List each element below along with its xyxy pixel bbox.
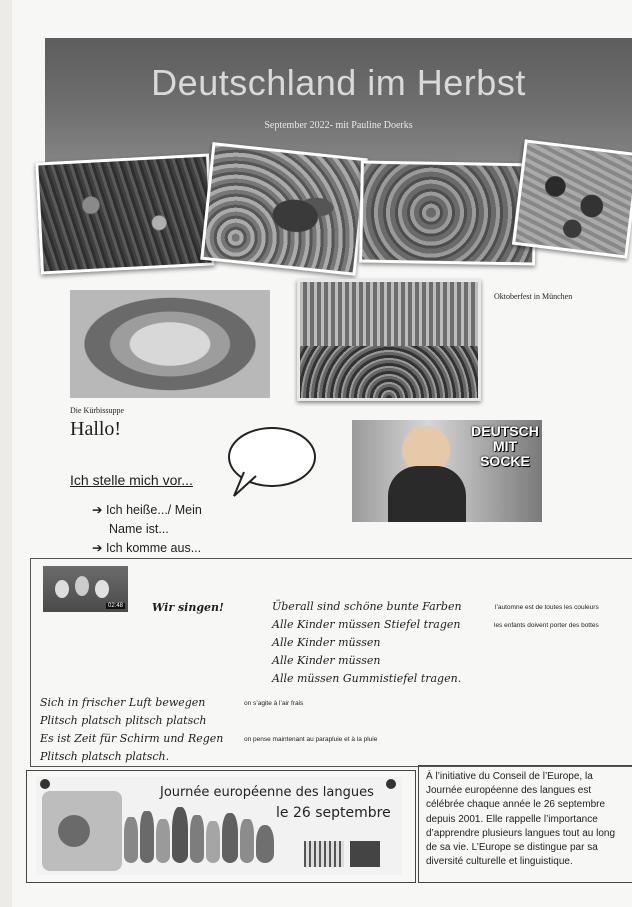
song-note: les enfants doivent porter des bottes [494, 622, 599, 629]
journee-title: Journée européenne des langues [160, 785, 374, 800]
info-line: depuis 2001. Elle rappelle l’importance [426, 813, 598, 825]
song-line: Alle Kinder müssen Stiefel tragen [272, 618, 461, 631]
photo-pumpkin-soup [70, 290, 270, 398]
info-paragraph [426, 770, 632, 869]
globe-icon [386, 779, 396, 789]
journee-date: le 26 septembre [276, 805, 391, 821]
presenter-body [388, 466, 466, 522]
song-line: Alle Kinder müssen [272, 636, 381, 649]
intro-heading: Ich stelle mich vor... [70, 472, 193, 488]
list-item-continued: Name ist... [109, 522, 169, 536]
person-figure [172, 807, 188, 863]
person-figure [124, 817, 138, 863]
person-figure [240, 819, 254, 863]
info-line: À l’initiative du Conseil de l’Europe, la [426, 771, 593, 782]
video-logo-line: DEUTSCH [471, 423, 539, 439]
photo-squirrel [200, 142, 367, 276]
council-of-europe-logo [350, 841, 380, 867]
person-figure [206, 821, 220, 863]
greeting-heading: Hallo! [70, 418, 122, 440]
photo-autumn-leaves [359, 160, 537, 265]
globe-icon [40, 779, 50, 789]
song-verse-lower [40, 696, 223, 768]
info-line: d’apprendre plusieurs langues tout au long [426, 827, 616, 839]
page-subtitle: September 2022- mit Pauline Doerks [264, 120, 413, 131]
song-note: l’automne est de toutes les couleurs [495, 604, 599, 611]
song-line: Alle müssen Gummistiefel tragen. [272, 672, 462, 685]
song-line: Alle Kinder müssen [272, 654, 381, 667]
journee-image [36, 777, 402, 875]
song-line: Plitsch platsch plitsch platsch [40, 714, 207, 727]
info-line: diversité culturelle et linguistique. [426, 856, 573, 868]
list-item: ➔ Ich heiße.../ Mein [92, 503, 202, 517]
intro-list [92, 501, 202, 558]
page-title: Deutschland im Herbst [151, 62, 526, 103]
song-verse [272, 600, 462, 690]
speech-bubble-tail-icon [230, 470, 260, 500]
song-line: Plitsch platsch platsch. [40, 750, 170, 763]
person-figure [256, 825, 274, 863]
song-line: Es ist Zeit für Schirm und Regen [40, 732, 224, 745]
song-note: on pense maintenant au parapluie et à la pluie [244, 736, 378, 743]
video-duration: 02:48 [107, 603, 123, 609]
song-label: Wir singen! [152, 601, 224, 614]
info-line: célébrée chaque année le 26 septembre [426, 799, 606, 811]
bird-figure [95, 580, 109, 598]
bird-figure [75, 576, 89, 596]
video-logo-line: MIT [492, 438, 518, 454]
info-line: Journée européenne des langues est [426, 785, 592, 797]
oktoberfest-caption: Oktoberfest in München [494, 292, 573, 301]
ecml-logo [304, 841, 344, 867]
photo-oktoberfest [297, 279, 481, 401]
photo-chestnuts [512, 139, 632, 258]
arrow-icon: ➔ [92, 541, 106, 555]
person-figure [190, 815, 204, 863]
video-logo-line: SOCKE [480, 453, 530, 469]
song-line: Überall sind schöne bunte Farben [272, 600, 462, 613]
video-thumbnail-deutsch-mit-socke[interactable] [352, 420, 542, 522]
bird-figure [55, 580, 69, 598]
song-video-thumbnail[interactable] [43, 566, 128, 612]
list-item: ➔ Ich komme aus... [92, 541, 202, 555]
song-note: on s’agite à l’air frais [244, 700, 304, 707]
photo-forest [35, 154, 215, 275]
arrow-icon: ➔ [92, 503, 106, 517]
song-line: Sich in frischer Luft bewegen [40, 696, 206, 709]
faces-illustration [42, 791, 122, 871]
soup-caption: Die Kürbissuppe [70, 406, 124, 415]
person-figure [222, 813, 238, 863]
info-line: de sa vie. L’Europe se distingue par sa [426, 842, 598, 854]
person-figure [156, 819, 170, 863]
person-figure [140, 811, 154, 863]
